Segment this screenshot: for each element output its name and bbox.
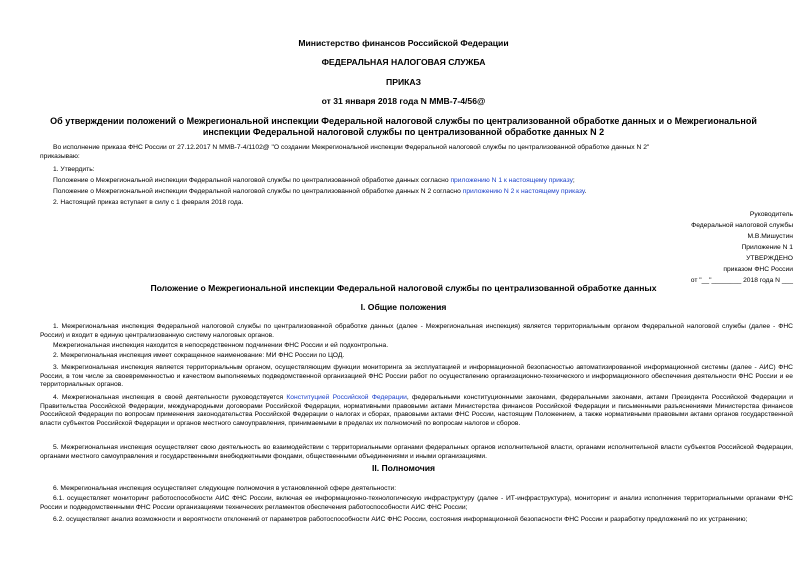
regulation-title: Положение о Межрегиональной инспекции Федеральной налоговой службы по централизованной обработке данных <box>150 283 657 293</box>
signature-title: Руководитель <box>749 211 793 218</box>
ministry-heading: Министерство финансов Российской Федерации <box>298 38 509 48</box>
paragraph-3: 3. Межрегиональная инспекция является территориальным органом, осуществляющим функции мониторинга за эксплуатацией и информационной безопасностью автоматизированной информационной системы (далее - АИС) ФНС России, в том числе за своевременностью и качеством выполняемых подведомственной организацией ФНС России работ по осуществлению организационно-технического и информационного обеспечения деятельности ФНС России и ее территориальных органов. <box>40 364 793 389</box>
signature-name: М.В.Мишустин <box>747 233 793 240</box>
paragraph-4: 4. Межрегиональная инспекция в своей деятельности руководствуется Конституцией Российской Федерации, федеральными конституционными законами, федеральными законами, актами Президента Российской Федерации и Правительства Российской Федерации, международными договорами Российской Федерации, нормативными правовыми актами Министерства финансов Российской Федерации и письменными разъяснениями Министерства финансов Российской Федерации по вопросам применения законодательства Российской Федерации о налогах и сборах, правовыми актами ФНС России, настоящим Положением, а также нормативными правовыми актами органов государственной власти субъектов Российской Федерации и органов местного самоуправления, принимаемыми в пределах их полномочий по вопросам налогов и сборов. <box>40 394 794 427</box>
constitution-link[interactable]: Конституцией Российской Федерации <box>286 394 407 401</box>
order-item-2: 2. Настоящий приказ вступает в силу с 1 февраля 2018 года. <box>53 199 244 206</box>
appendix-2-link[interactable]: приложению N 2 к настоящему приказу <box>462 188 585 195</box>
order-item-1b: Положение о Межрегиональной инспекции Федеральной налоговой службы по централизованной обработке данных N 2 согласно приложению N 2 к настоящему приказу. <box>53 188 587 195</box>
appendix-1-link[interactable]: приложению N 1 к настоящему приказу <box>450 177 573 184</box>
approval-appendix: Приложение N 1 <box>741 244 793 251</box>
paragraph-1b: Межрегиональная инспекция находится в непосредственном подчинении ФНС России и ей подконтрольна. <box>53 342 389 349</box>
preamble-line1: Во исполнение приказа ФНС России от 27.12.2017 N ММВ-7-4/1102@ "О создании Межрегиональной инспекции Федеральной налоговой службы по централизованной обработке данных N 2" <box>53 144 650 151</box>
section-2-title: II. Полномочия <box>371 463 436 473</box>
paragraph-2: 2. Межрегиональная инспекция имеет сокращенное наименование: МИ ФНС России по ЦОД. <box>53 352 345 359</box>
signature-org: Федеральной налоговой службы <box>691 222 793 229</box>
approval-date: от "__"________ 2018 года N ___ <box>690 277 793 284</box>
paragraph-6-2: 6.2. осуществляет анализ возможности и вероятности отклонений от параметров работоспособности АИС ФНС России, состояния информационной безопасности ФНС России и разработку предложений по их устранению; <box>53 516 748 523</box>
preamble-line2: приказываю: <box>40 153 80 160</box>
service-heading: ФЕДЕРАЛЬНАЯ НАЛОГОВАЯ СЛУЖБА <box>321 57 486 67</box>
approval-order: приказом ФНС России <box>723 266 793 273</box>
doc-title-line2: инспекции Федеральной налоговой службы по централизованной обработке данных N 2 <box>202 127 605 137</box>
doc-date-heading: от 31 января 2018 года N ММВ-7-4/56@ <box>321 96 486 106</box>
paragraph-1: 1. Межрегиональная инспекция Федеральной налоговой службы по централизованной обработке данных (далее - Межрегиональная инспекция) является территориальным органом Федеральной налоговой службы (далее - ФНС России) и входит в единую централизованную систему налоговых органов. <box>40 323 793 339</box>
approval-approved: УТВЕРЖДЕНО <box>746 255 793 262</box>
paragraph-6: 6. Межрегиональная инспекция осуществляет следующие полномочия в установленной сфере деятельности: <box>53 485 397 492</box>
doc-type-heading: ПРИКАЗ <box>386 77 421 87</box>
order-item-1: 1. Утвердить: <box>53 166 95 173</box>
section-1-title: I. Общие положения <box>360 302 447 312</box>
paragraph-6-1: 6.1. осуществляет мониторинг работоспособности АИС ФНС России, включая ее информационно-технологическую инфраструктуру (далее - ИТ-инфраструктура), мониторинг и анализ исполнения территориальными органами ФНС России и подведомственными ФНС России организациями технических регламентов обеспечения работоспособности АИС ФНС России; <box>40 495 793 511</box>
doc-title-line1: Об утверждении положений о Межрегиональной инспекции Федеральной налоговой службы по централизованной обработке данных и о Межрегиональной <box>50 116 757 126</box>
order-item-1a: Положение о Межрегиональной инспекции Федеральной налоговой службы по централизованной обработке данных согласно приложению N 1 к настоящему приказу; <box>53 177 575 184</box>
paragraph-5: 5. Межрегиональная инспекция осуществляет свою деятельность во взаимодействии с территориальными органами федеральных органов исполнительной власти, органами исполнительной власти субъектов Российской Федерации, органами местного самоуправления и государственными внебюджетными фондами, общественными объединениями и иными организациями. <box>40 444 793 460</box>
